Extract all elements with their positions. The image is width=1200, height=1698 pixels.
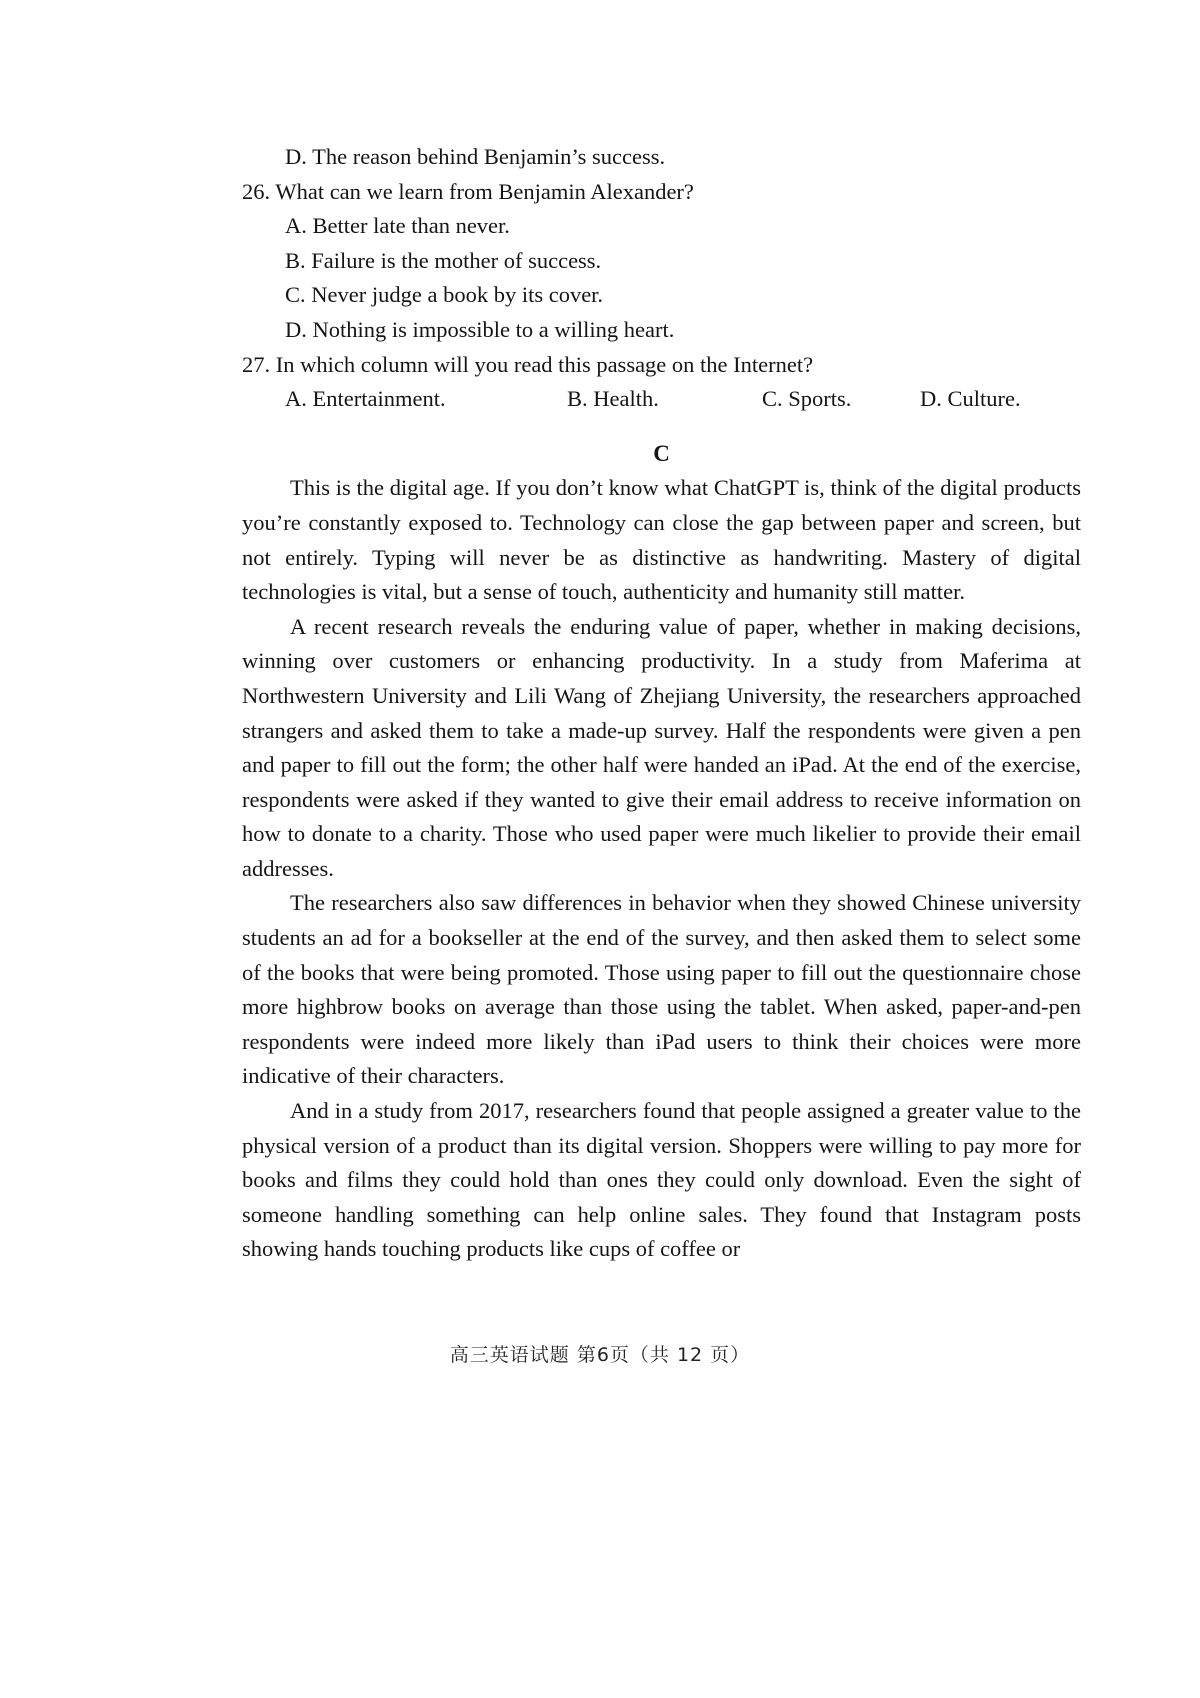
section-c-paragraph-3: The researchers also saw differences in behavior when they showed Chinese university students an ad for a bookseller at the end of the survey, and then asked them to select some of the books that were being promoted. Those using paper to fill out the questionnaire chose more highbrow books on average than those using the tablet. When asked, paper-and-pen respondents were indeed more likely than iPad users to think their choices were more indicative of their characters. [242, 890, 1081, 1089]
q25-option-d: D. The reason behind Benjamin’s success. [285, 144, 666, 169]
q27-option-a: A. Entertainment. [285, 386, 446, 412]
q26-option-d: D. Nothing is impossible to a willing heart. [285, 316, 675, 342]
q26-option-c: C. Never judge a book by its cover. [285, 282, 604, 308]
q26-option-a: A. Better late than never. [285, 213, 510, 239]
section-c-paragraph-2: A recent research reveals the enduring value of paper, whether in making decisions, winning over customers or enhancing productivity. In a study from Maferima at Northwestern University and Lili Wang of Zhejiang University, the researchers approached strangers and asked them to take a made-up survey. Half the respondents were given a pen and paper to fill out the form; the other half were handed an iPad. At the end of the exercise, respondents were asked if they wanted to give their email address to receive information on how to donate to a charity. Those who used paper were much likelier to provide their email addresses. [242, 613, 1081, 881]
q27-option-b: B. Health. [567, 386, 659, 412]
page-footer: 高三英语试题 第6页（共 12 页） [449, 1344, 751, 1366]
page-content [242, 140, 1081, 1267]
q26-option-b: B. Failure is the mother of success. [285, 247, 602, 273]
q27-option-c: C. Sports. [762, 386, 852, 412]
q26-stem: 26. What can we learn from Benjamin Alexander? [242, 178, 694, 204]
q27-stem: 27. In which column will you read this passage on the Internet? [242, 351, 814, 377]
section-c-paragraph-4: And in a study from 2017, researchers found that people assigned a greater value to the physical version of a product than its digital version. Shoppers were willing to pay more for books and films they could hold than ones they could only download. Even the sight of someone handling something can help online sales. They found that Instagram posts showing hands touching products like cups of coffee or [242, 1098, 1081, 1262]
q27-options [242, 382, 1081, 417]
section-c-paragraph-1: This is the digital age. If you don’t know what ChatGPT is, think of the digital products you’re constantly exposed to. Technology can close the gap between paper and screen, but not entirely. Typing will never be as distinctive as handwriting. Mastery of digital technologies is vital, but a sense of touch, authenticity and humanity still matter. [242, 475, 1081, 605]
q27-option-d: D. Culture. [920, 386, 1021, 412]
section-c-title: C [653, 440, 670, 466]
